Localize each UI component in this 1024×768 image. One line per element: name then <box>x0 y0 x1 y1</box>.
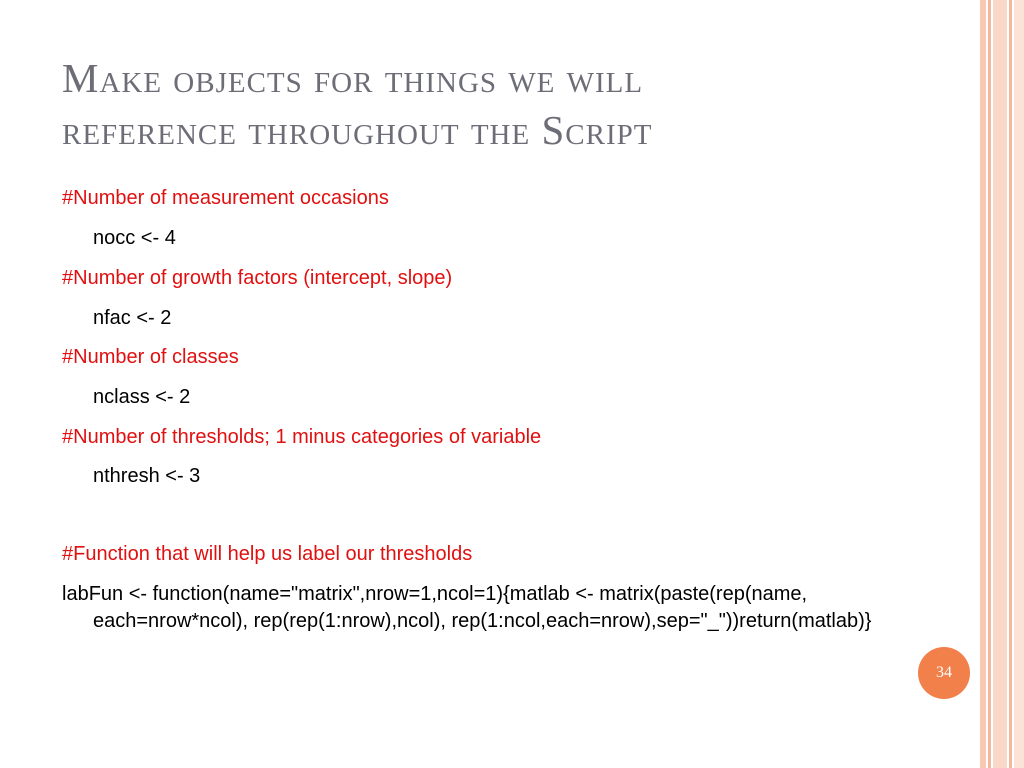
code-nclass: nclass <- 2 <box>93 386 191 408</box>
comment-classes: #Number of classes <box>62 346 239 368</box>
stripe <box>993 0 1007 768</box>
stripe <box>988 0 991 768</box>
comment-measurement-occasions: #Number of measurement occasions <box>62 187 389 209</box>
code-nocc: nocc <- 4 <box>93 227 176 249</box>
stripe <box>980 0 986 768</box>
page-number: 34 <box>936 664 952 681</box>
slide-title-line-2: reference throughout the Script <box>62 107 653 153</box>
page-number-badge <box>918 647 970 699</box>
comment-growth-factors: #Number of growth factors (intercept, slope) <box>62 267 453 289</box>
comment-label-function: #Function that will help us label our thresholds <box>62 543 473 565</box>
code-labfun: labFun <- function(name="matrix",nrow=1,ncol=1){matlab <- matrix(paste(rep(name, each=nrow*ncol), rep(rep(1:nrow),ncol), rep(1:ncol,each=nrow),sep="_"))return(matlab)} <box>62 583 872 632</box>
slide-title <box>62 52 962 156</box>
stripe <box>1009 0 1012 768</box>
decorative-stripes <box>980 0 1024 768</box>
code-nthresh: nthresh <- 3 <box>93 465 201 487</box>
comment-thresholds: #Number of thresholds; 1 minus categories of variable <box>62 426 542 448</box>
stripe <box>1014 0 1024 768</box>
code-nfac: nfac <- 2 <box>93 307 172 329</box>
slide-title-line-1: Make objects for things we will <box>62 55 644 101</box>
